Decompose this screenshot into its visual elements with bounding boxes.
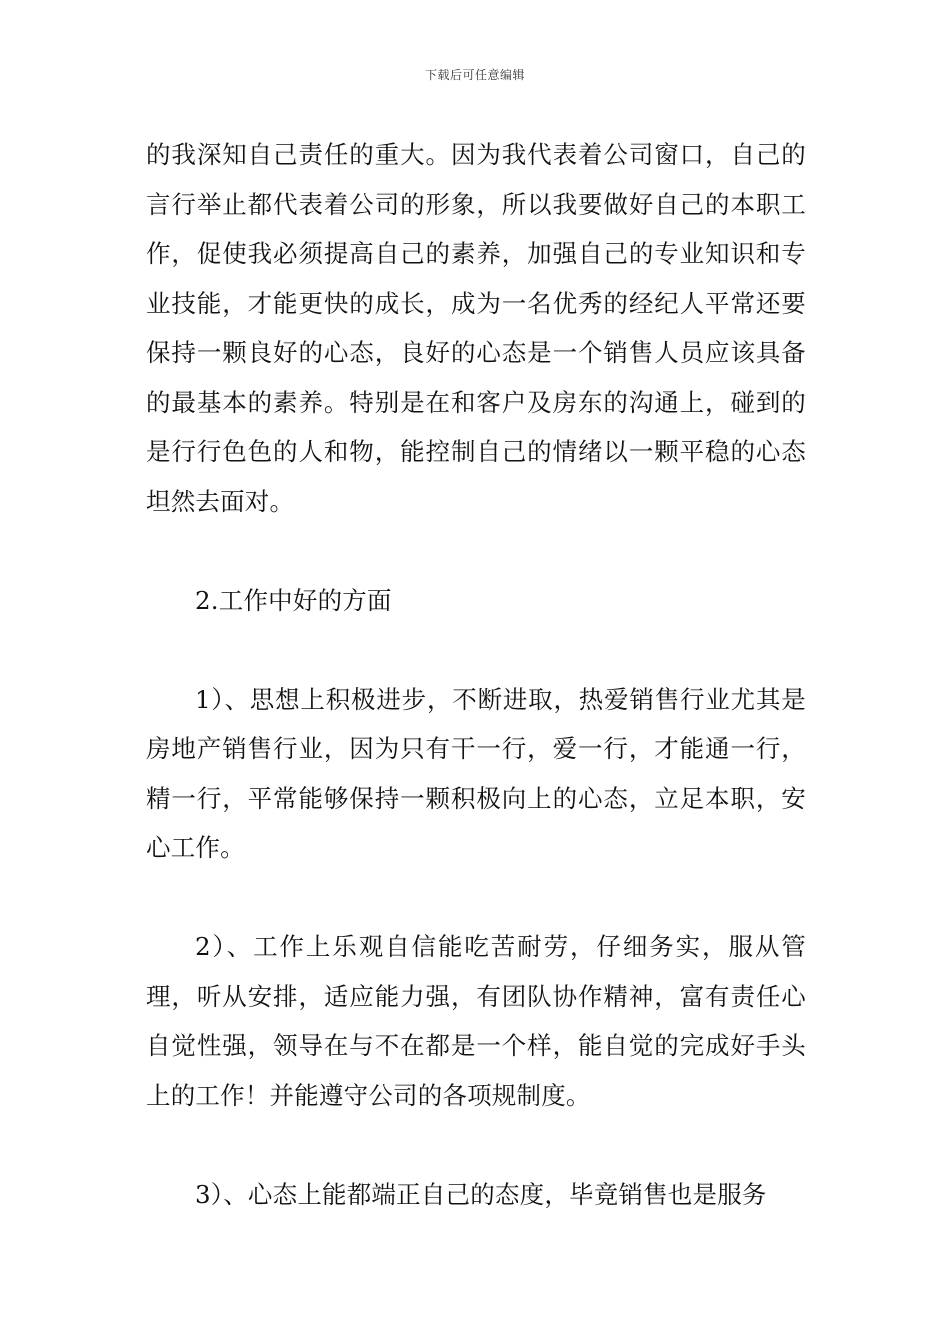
section-heading: 2.工作中好的方面 xyxy=(195,585,392,615)
paragraph-point-1: 1）、思想上积极进步，不断进取，热爱销售行业尤其是房地产销售行业，因为只有干一行，爱一行，才能通一行，精一行，平常能够保持一颗积极向上的心态，立足本职，安心工作。 xyxy=(146,684,806,862)
paragraph-point-2: 2）、工作上乐观自信能吃苦耐劳，仔细务实，服从管理，听从安排，适应能力强，有团队协作精神，富有责任心自觉性强，领导在与不在都是一个样，能自觉的完成好手头上的工作！并能遵守公司的各项规制度。 xyxy=(146,932,806,1110)
document-body xyxy=(146,130,806,1219)
paragraph-responsibility: 的我深知自己责任的重大。因为我代表着公司窗口，自己的言行举止都代表着公司的形象，所以我要做好自己的本职工作，促使我必须提高自己的素养，加强自己的专业知识和专业技能，才能更快的成长，成为一名优秀的经纪人平常还要保持一颗良好的心态，良好的心态是一个销售人员应该具备的最基本的素养。特别是在和客户及房东的沟通上，碰到的是行行色色的人和物，能控制自己的情绪以一颗平稳的心态坦然去面对。 xyxy=(146,140,806,516)
paragraph-point-3: 3）、心态上能都端正自己的态度，毕竟销售也是服务 xyxy=(195,1179,767,1209)
page-header: 下载后可任意编辑 xyxy=(424,68,525,82)
